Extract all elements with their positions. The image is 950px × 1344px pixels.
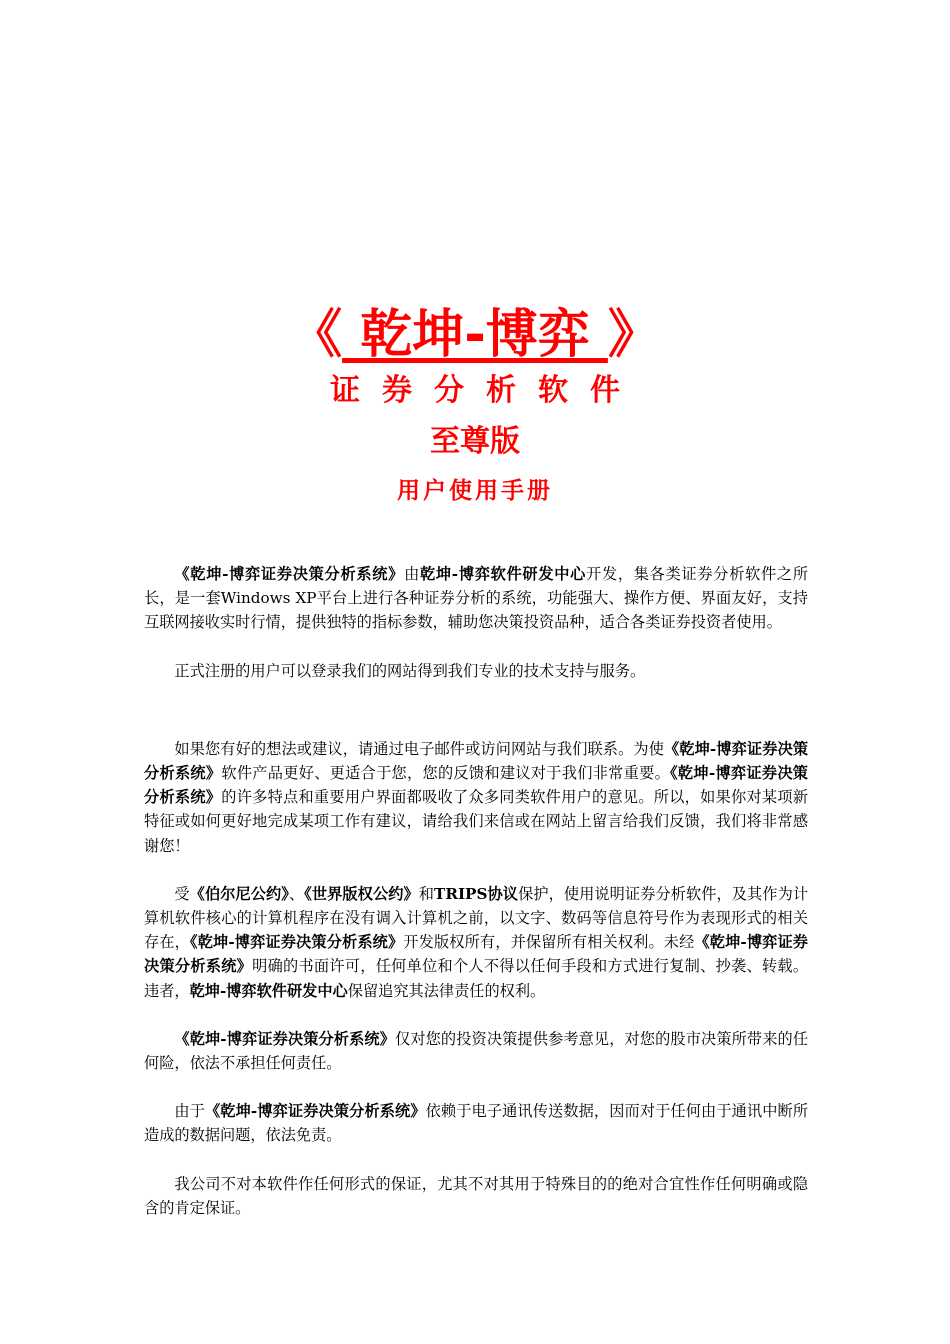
text-span: 依赖于电子通讯传送数据，因而对于任何由于通讯中断所造成的数据问题，依法免责。 [144,1102,809,1145]
text-span: 、 [288,884,305,903]
text-span: 开发版权所有，并保留所有相关权利。未经 [403,933,695,952]
edition-label: 至尊版 [430,424,520,459]
developer-name: 乾坤-博弈软件研发中心 [189,981,348,1000]
spacer [144,635,808,659]
treaty-name: TRIPS协议 [434,884,519,903]
paragraph-disclaimer-data [144,1099,808,1147]
spacer [144,858,808,882]
product-name: 《乾坤-博弈证券决策分析系统》 [144,933,808,976]
product-name: 《乾坤-博弈证券决策分析系统》 [205,1102,426,1121]
text-span: 我公司不对本软件作任何形式的保证，尤其不对其用于特殊目的的绝对合宜性作任何明确或隐含的肯定保证。 [144,1174,808,1217]
product-name: 《乾坤-博弈证券决策分析系统》 [144,764,808,807]
text-span: 由于 [174,1102,205,1121]
text-span: 保护，使用说明证券分析软件，及其作为计算机软件核心的计算机程序在没有调入计算机之前，以文字、数码等信息符号作为表现形式的相关存在， [144,884,809,952]
paragraph-support [144,659,808,683]
paragraph-warranty [144,1172,808,1220]
text-span: 和 [418,884,435,903]
title-open-bracket: 《 [290,305,343,365]
text-span: 的许多特点和重要用户界面都吸收了众多同类软件用户的意见。所以，如果你对某项新特征或如何更好地完成某项工作有建议，请给我们来信或在网站上留言给我们反馈，我们将非常感谢您！ [144,788,809,855]
manual-label: 用户使用手册 [397,478,553,504]
developer-name: 乾坤-博弈软件研发中心 [419,565,587,583]
text-span: 如果您有好的想法或建议，请通过电子邮件或访问网站与我们联系。为使 [174,739,664,758]
product-name: 《乾坤-博弈证券决策分析系统》 [174,565,405,583]
text-span: 开发，集各类证券分析软件之所长，是一套Windows XP平台上进行各种证券分析的系统，功能强大、操作方便、界面友好，支持互联网接收实时行情，提供独特的指标参数，辅助您决策投资品种，适合各类证券投资者使用。 [144,565,809,632]
paragraph-feedback [144,737,808,858]
main-title [0,300,950,370]
title-text: 乾坤-博弈 [342,305,608,365]
text-span: 受 [174,884,190,903]
text-span: 软件产品更好、更适合于您，您的反馈和建议对于我们非常重要。 [221,764,671,783]
text-span: 仅对您的投资决策提供参考意见，对您的股市决策所带来的任何险，依法不承担任何责任。 [144,1029,809,1073]
spacer [144,1003,808,1027]
product-name: 《乾坤-博弈证券决策分析系统》 [144,739,809,783]
text-span: 正式注册的用户可以登录我们的网站得到我们专业的技术支持与服务。 [174,661,646,680]
text-span: 保留追究其法律责任的权利。 [347,981,546,1000]
title-close-bracket: 》 [607,305,660,365]
paragraph-disclaimer-investment [144,1027,808,1075]
text-span: 由 [404,565,420,583]
text-span: 明确的书面许可，任何单位和个人不得以任何手段和方式进行复制、抄袭、转载。违者， [144,957,809,1000]
paragraph-intro [144,562,808,635]
paragraph-copyright [144,882,808,1003]
product-name: 《乾坤-博弈证券决策分析系统》 [189,933,404,952]
spacer [144,1148,808,1172]
product-name: 《乾坤-博弈证券决策分析系统》 [174,1029,396,1048]
treaty-name: 《世界版权公约》 [304,884,419,903]
spacer [144,1075,808,1099]
body-text [144,562,808,1220]
treaty-name: 《伯尔尼公约》 [189,884,289,903]
subtitle: 证券分析软件 [330,373,642,408]
spacer [144,683,808,737]
